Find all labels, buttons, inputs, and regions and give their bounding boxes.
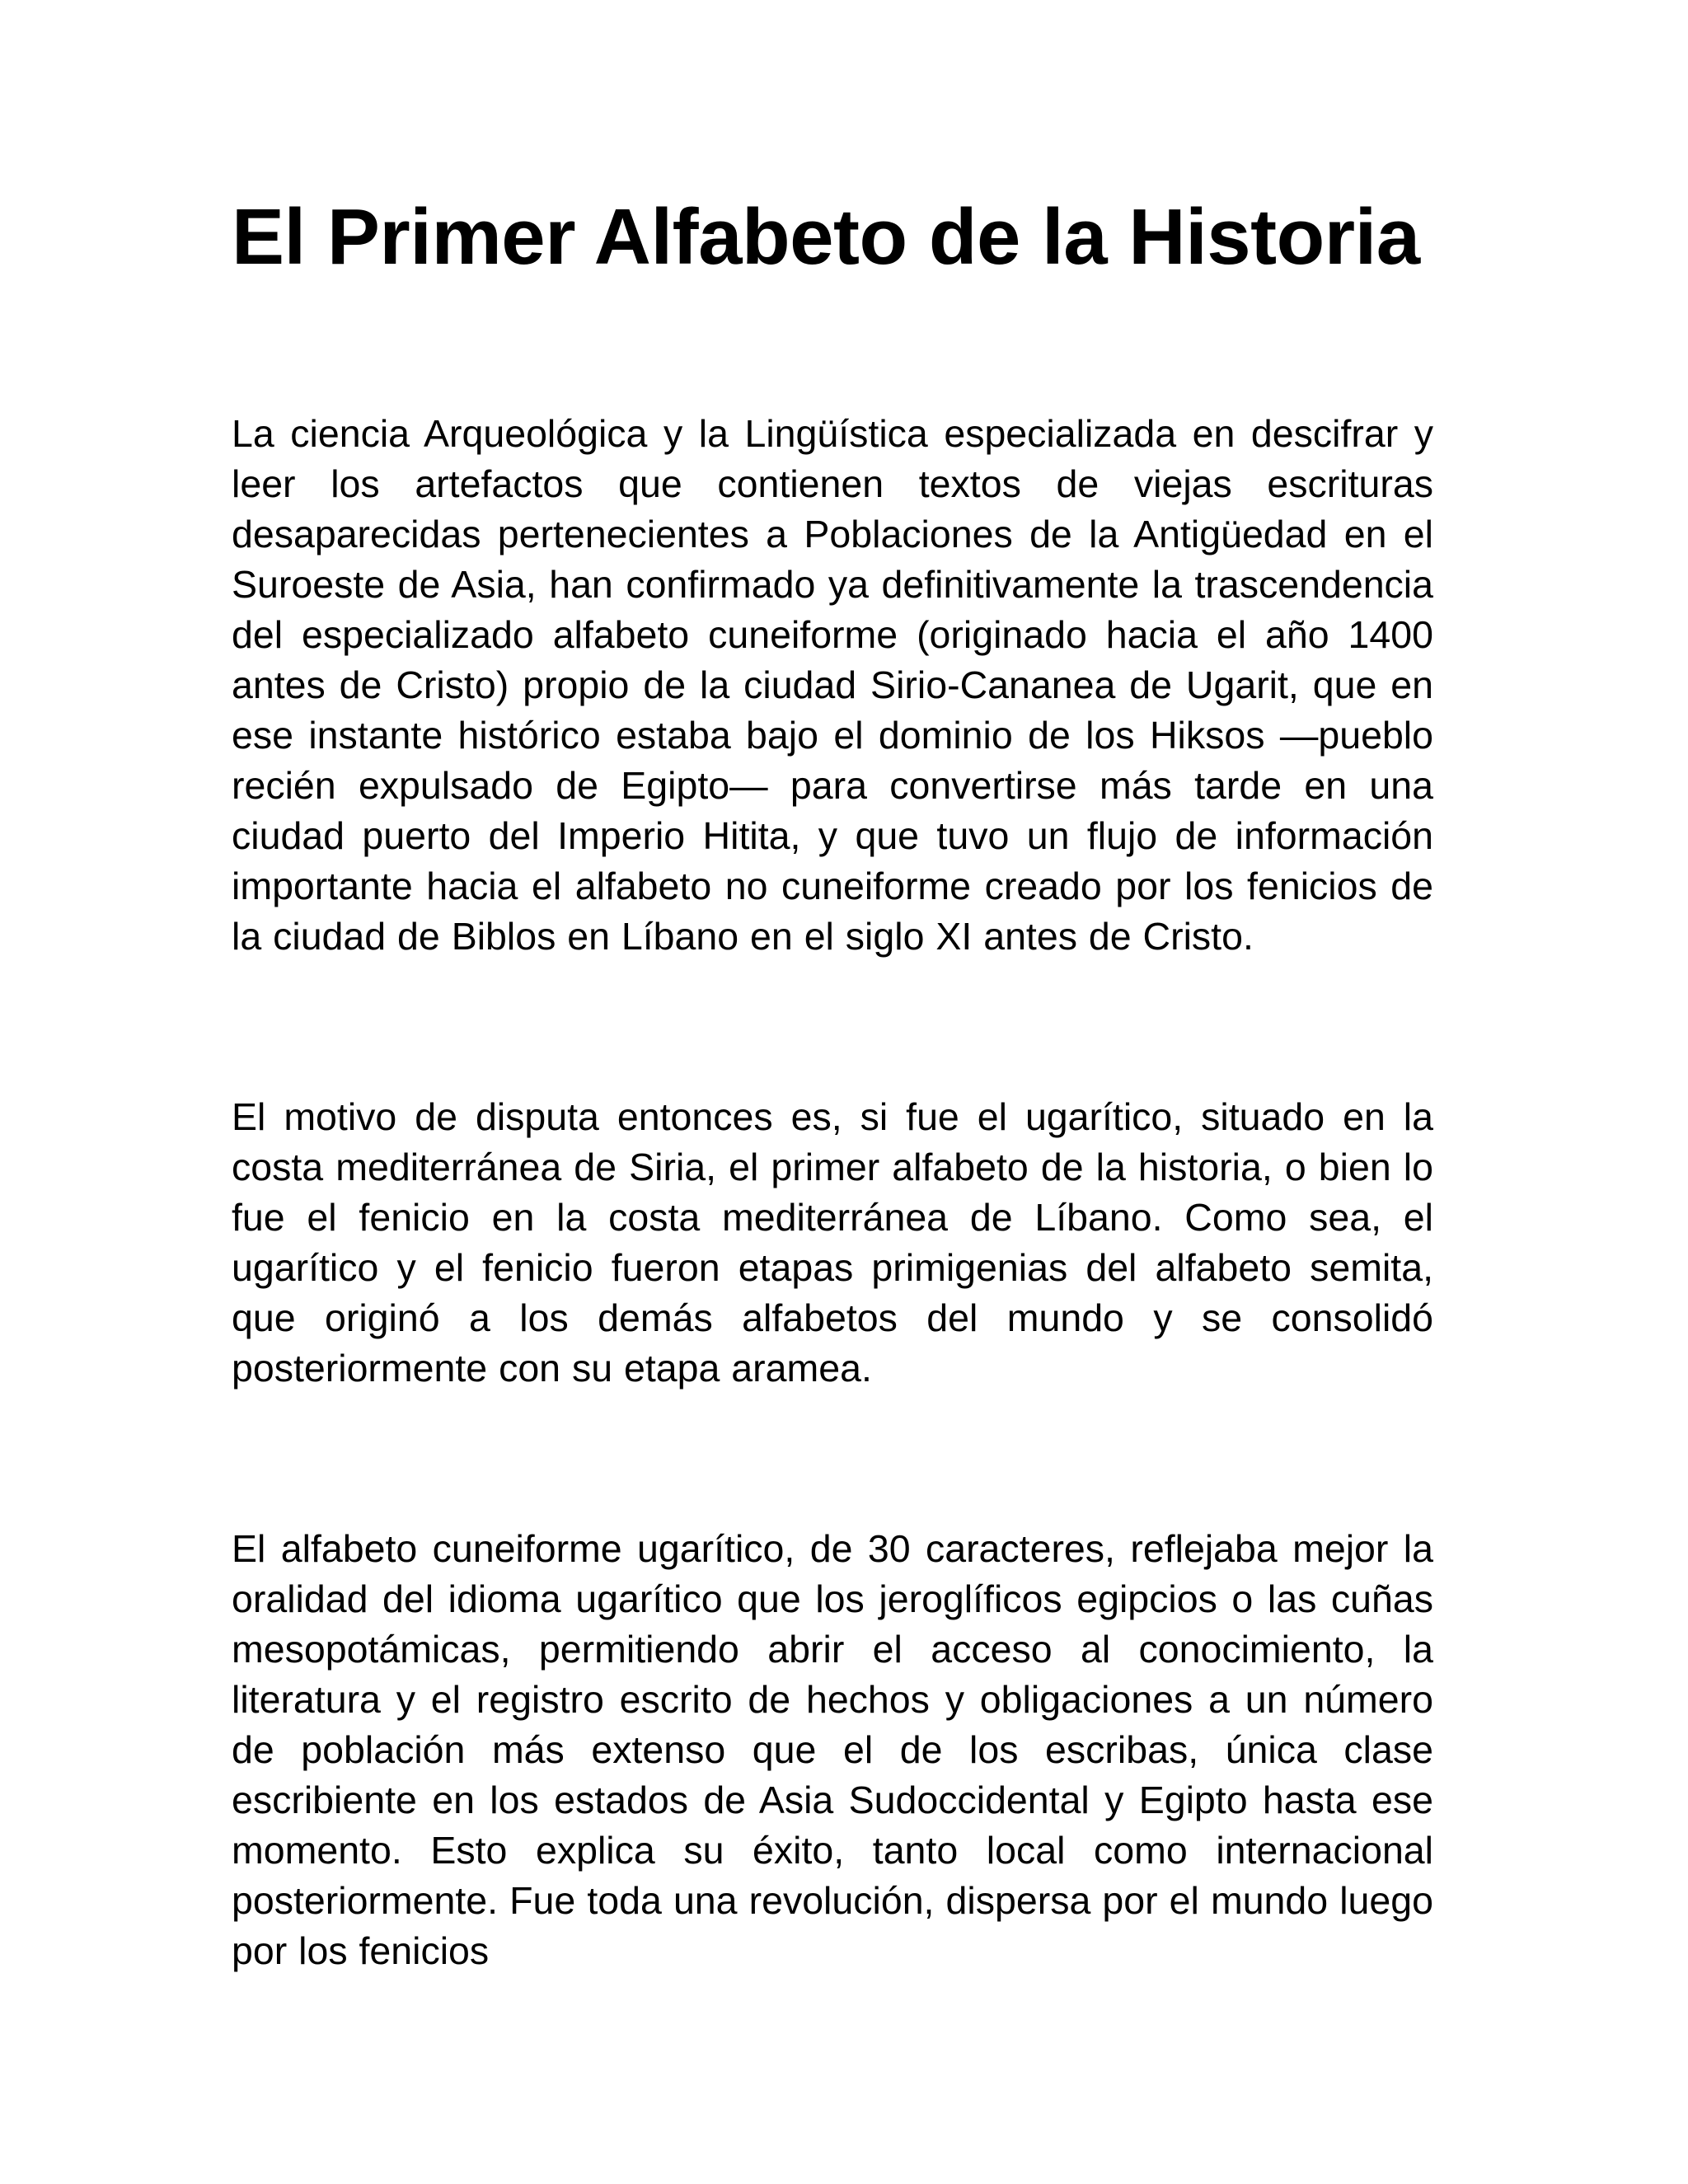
- paragraph-1: La ciencia Arqueológica y la Lingüística especializada en descifrar y leer los artefactos que contienen textos de viejas escrituras desaparecidas pertenecientes a Poblaciones de la Antigüedad en el Suroeste de Asia, han confirmado ya definitivamente la trascendencia del especializado alfabeto cuneiforme (originado hacia el año 1400 antes de Cristo) propio de la ciudad Sirio-Cananea de Ugarit, que en ese instante histórico estaba bajo el dominio de los Hiksos —pueblo recién expulsado de Egipto— para convertirse más tarde en una ciudad puerto del Imperio Hitita, y que tuvo un flujo de información importante hacia el alfabeto no cuneiforme creado por los fenicios de la ciudad de Biblos en Líbano en el siglo XI antes de Cristo.: [232, 412, 1433, 958]
- paragraph-3: El alfabeto cuneiforme ugarítico, de 30 caracteres, reflejaba mejor la oralidad del idioma ugarítico que los jeroglíficos egipcios o las cuñas mesopotámicas, permitiendo abrir el acceso al conocimiento, la literatura y el registro escrito de hechos y obligaciones a un número de población más extenso que el de los escribas, única clase escribiente en los estados de Asia Sudoccidental y Egipto hasta ese momento. Esto explica su éxito, tanto local como internacional posteriormente. Fue toda una revolución, dispersa por el mundo luego por los fenicios: [232, 1527, 1433, 1972]
- paragraph-2: El motivo de disputa entonces es, si fue el ugarítico, situado en la costa mediterránea de Siria, el primer alfabeto de la historia, o bien lo fue el fenicio en la costa mediterránea de Líbano. Como sea, el ugarítico y el fenicio fueron etapas primigenias del alfabeto semita, que originó a los demás alfabetos del mundo y se consolidó posteriormente con su etapa aramea.: [232, 1095, 1433, 1390]
- document-title: El Primer Alfabeto de la Historia: [232, 193, 1420, 281]
